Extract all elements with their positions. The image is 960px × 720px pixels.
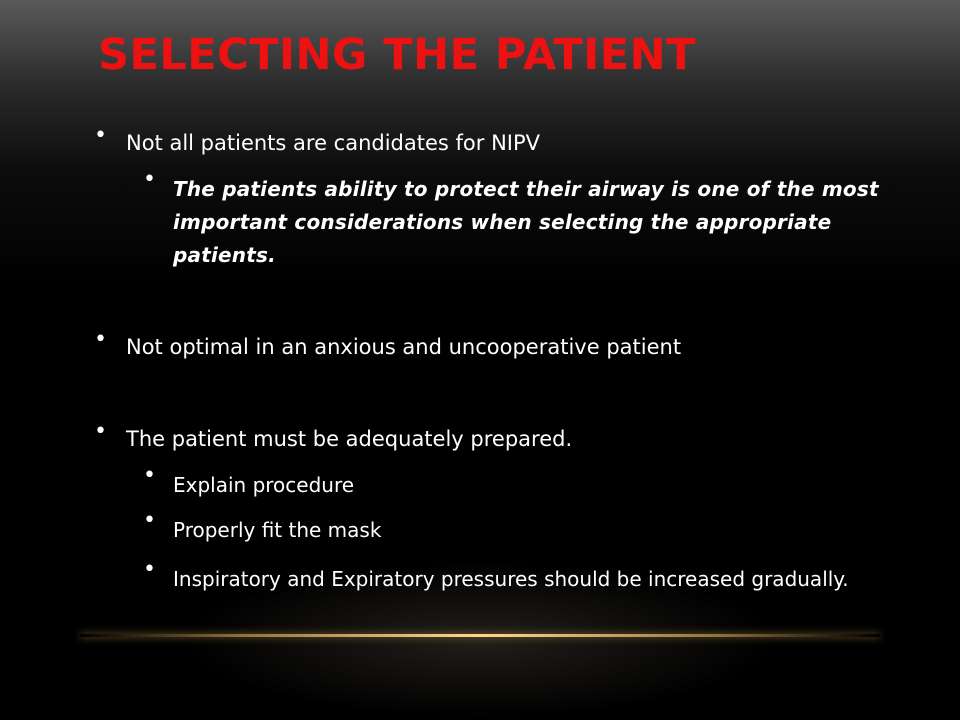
bullet-text: The patient must be adequately prepared. bbox=[126, 427, 573, 451]
bullet-dot-icon: • bbox=[94, 123, 107, 148]
bullet-item bbox=[94, 327, 682, 361]
bullet-dot-icon: • bbox=[143, 508, 156, 533]
bullet-text: Not optimal in an anxious and uncooperative patient bbox=[126, 335, 682, 359]
bullet-dot-icon: • bbox=[143, 557, 156, 582]
bullet-dot-icon: • bbox=[94, 419, 107, 444]
bullet-dot-icon: • bbox=[143, 167, 156, 192]
slide-title: SELECTING THE PATIENT bbox=[98, 30, 696, 80]
bullet-item bbox=[94, 419, 573, 453]
bullet-dot-icon: • bbox=[94, 327, 107, 352]
bullet-text: The patients ability to protect their airway is one of the most important considerations when selecting the appropriate patients. bbox=[173, 177, 879, 267]
bullet-item bbox=[94, 123, 541, 157]
sub-bullet-item bbox=[143, 463, 355, 502]
bullet-text: Not all patients are candidates for NIPV bbox=[126, 131, 541, 155]
decorative-glow-divider bbox=[80, 634, 880, 637]
sub-bullet-item bbox=[143, 167, 918, 272]
bullet-dot-icon: • bbox=[143, 463, 156, 488]
bullet-text: Explain procedure bbox=[173, 473, 355, 497]
sub-bullet-item bbox=[143, 508, 382, 547]
sub-bullet-item bbox=[143, 557, 849, 596]
bullet-text: Inspiratory and Expiratory pressures should be increased gradually. bbox=[173, 567, 849, 591]
bullet-text: Properly fit the mask bbox=[173, 518, 382, 542]
